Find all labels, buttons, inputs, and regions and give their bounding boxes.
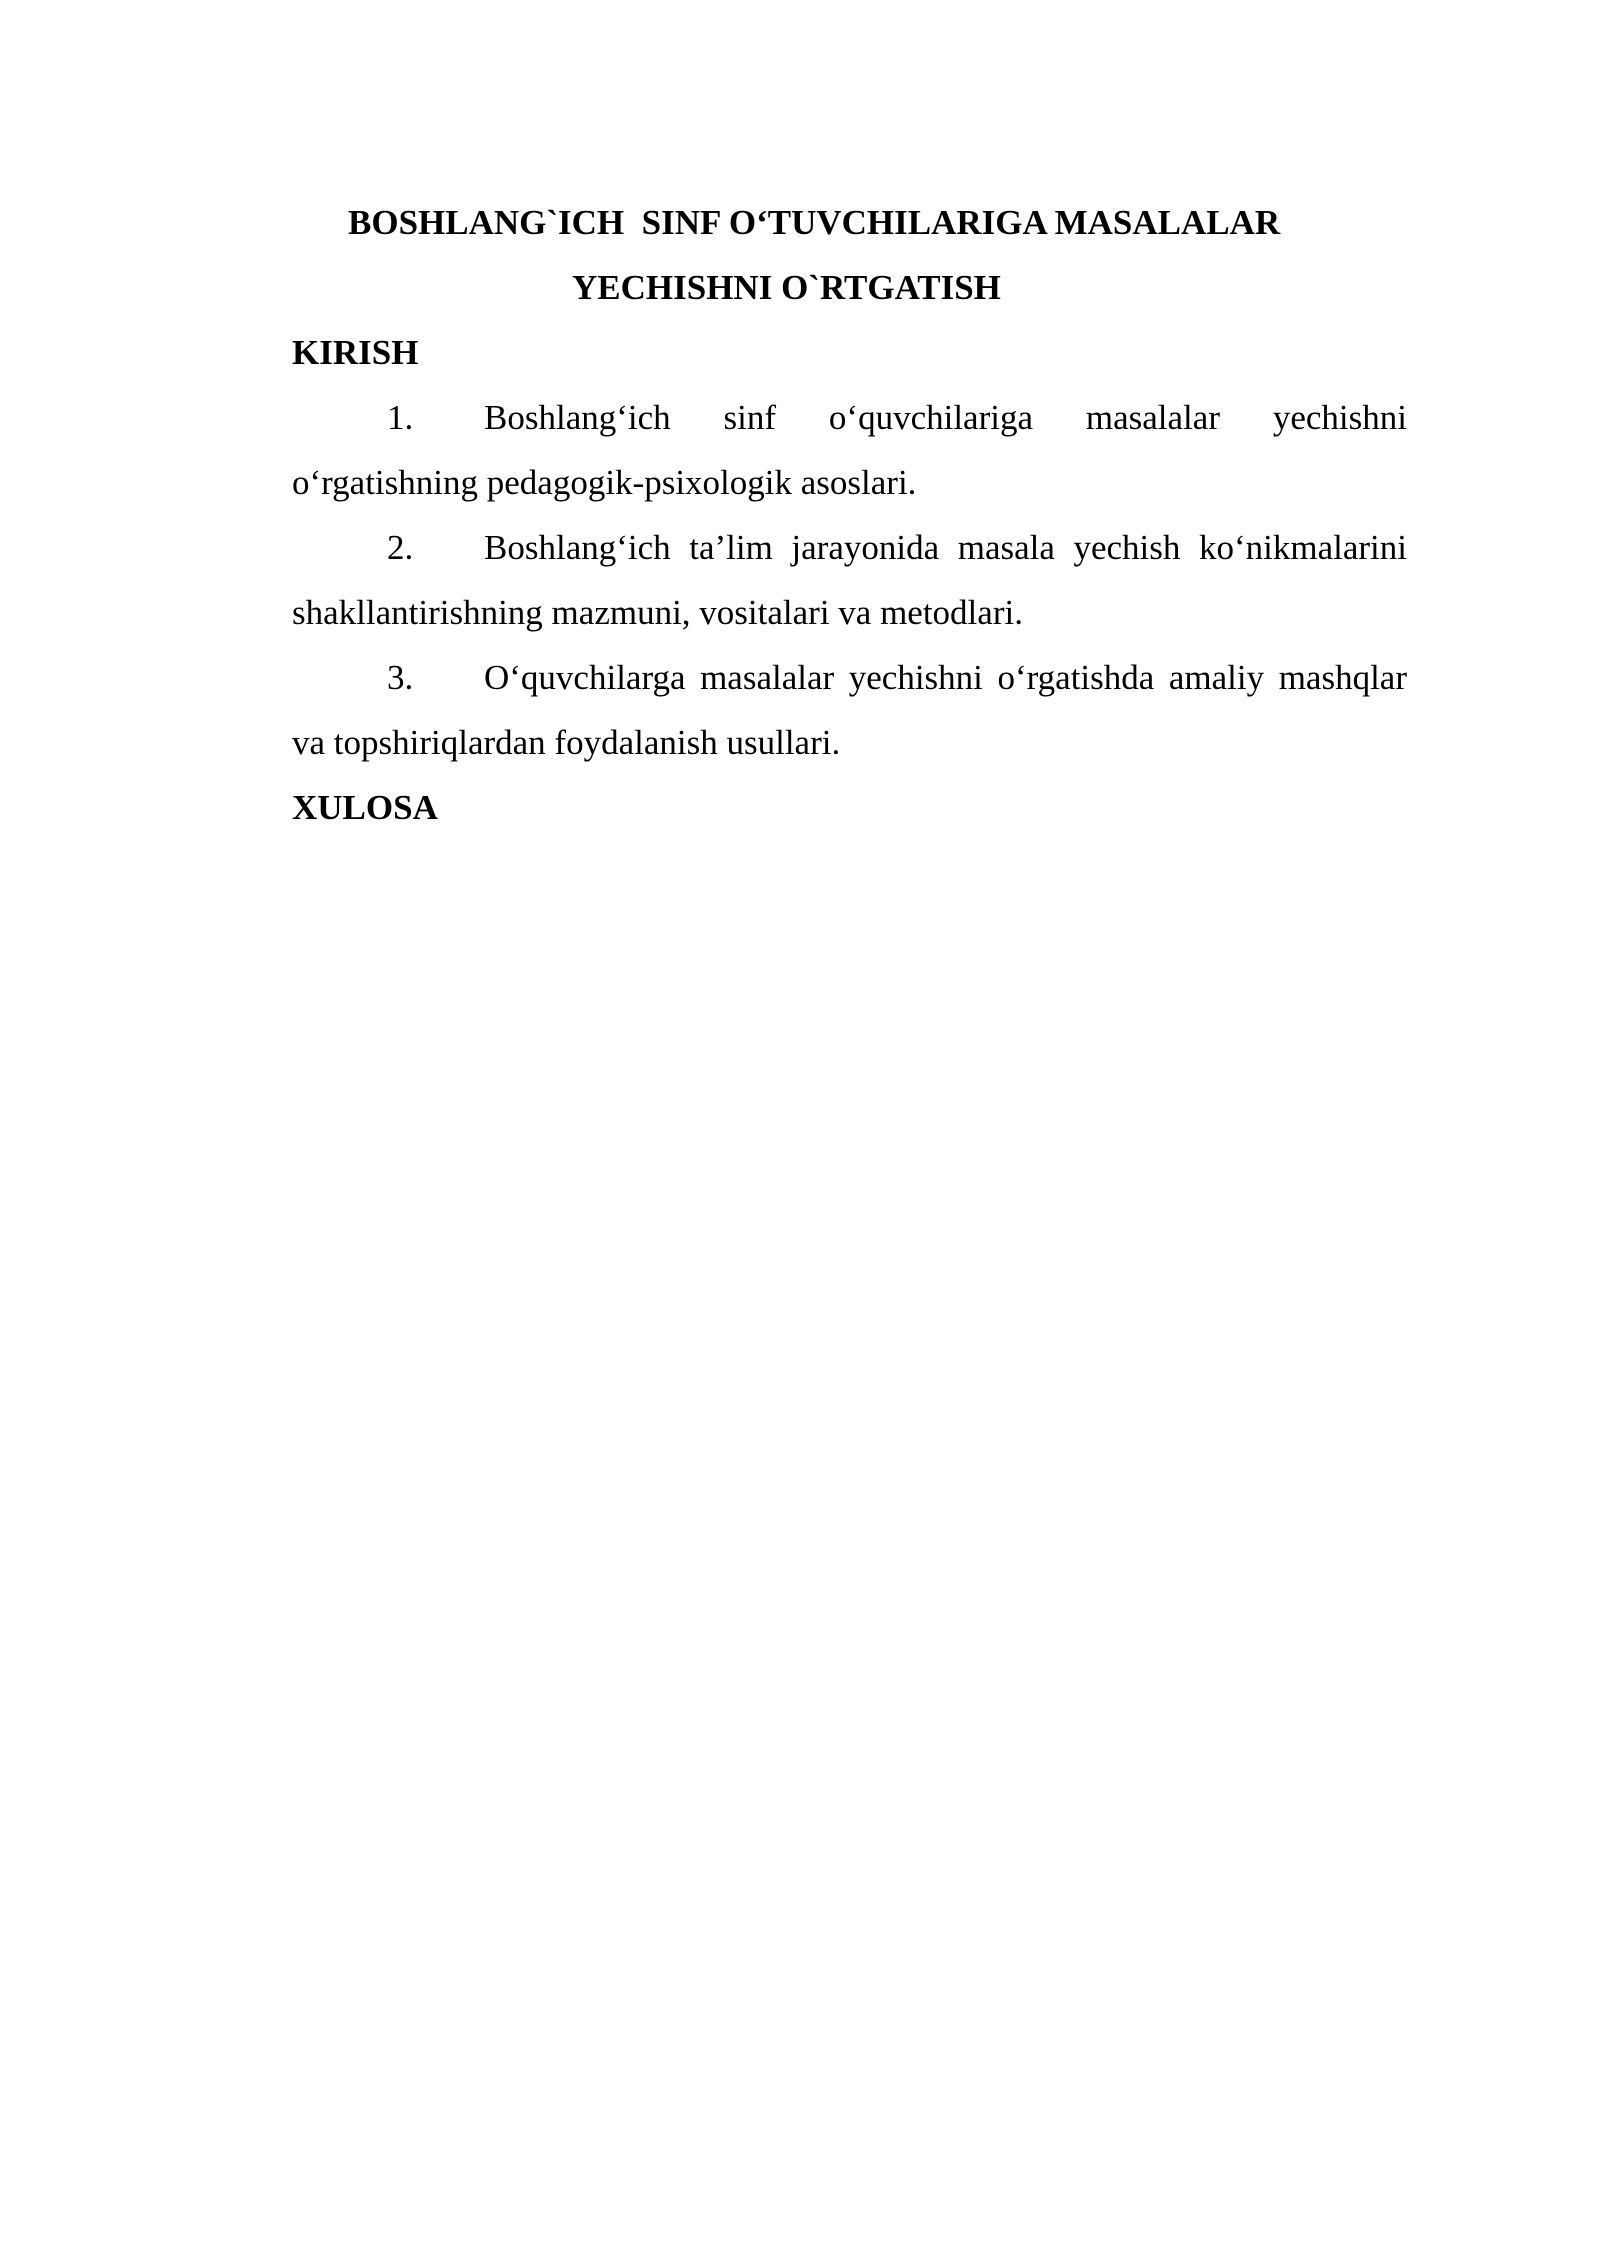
item-text: Boshlang‘ich sinf o‘quvchilariga masalalar yechishni o‘rgatishning pedagogik-psixologik asoslari. bbox=[292, 398, 1407, 502]
item-text: Boshlang‘ich ta’lim jarayonida masala yechish ko‘nikmalarini shakllantirishning mazmuni, vositalari va metodlari. bbox=[292, 528, 1407, 632]
item-number: 2. bbox=[387, 528, 414, 567]
document-title-line-2: YECHISHNI O`RTGATISH bbox=[572, 268, 1001, 307]
item-number: 1. bbox=[387, 398, 414, 437]
intro-heading: KIRISH bbox=[292, 333, 419, 372]
item-number: 3. bbox=[387, 658, 414, 697]
item-text: O‘quvchilarga masalalar yechishni o‘rgatishda amaliy mashqlar va topshiriqlardan foydalanish usullari. bbox=[292, 658, 1407, 762]
conclusion-heading: XULOSA bbox=[292, 788, 438, 827]
table-of-contents bbox=[292, 190, 1407, 840]
contents-item-3 bbox=[292, 645, 1407, 775]
contents-item-2 bbox=[292, 515, 1407, 645]
document-title-line-1: BOSHLANG`ICH SINF O‘TUVCHILARIGA MASALALAR bbox=[348, 203, 1281, 242]
contents-item-1 bbox=[292, 385, 1407, 515]
